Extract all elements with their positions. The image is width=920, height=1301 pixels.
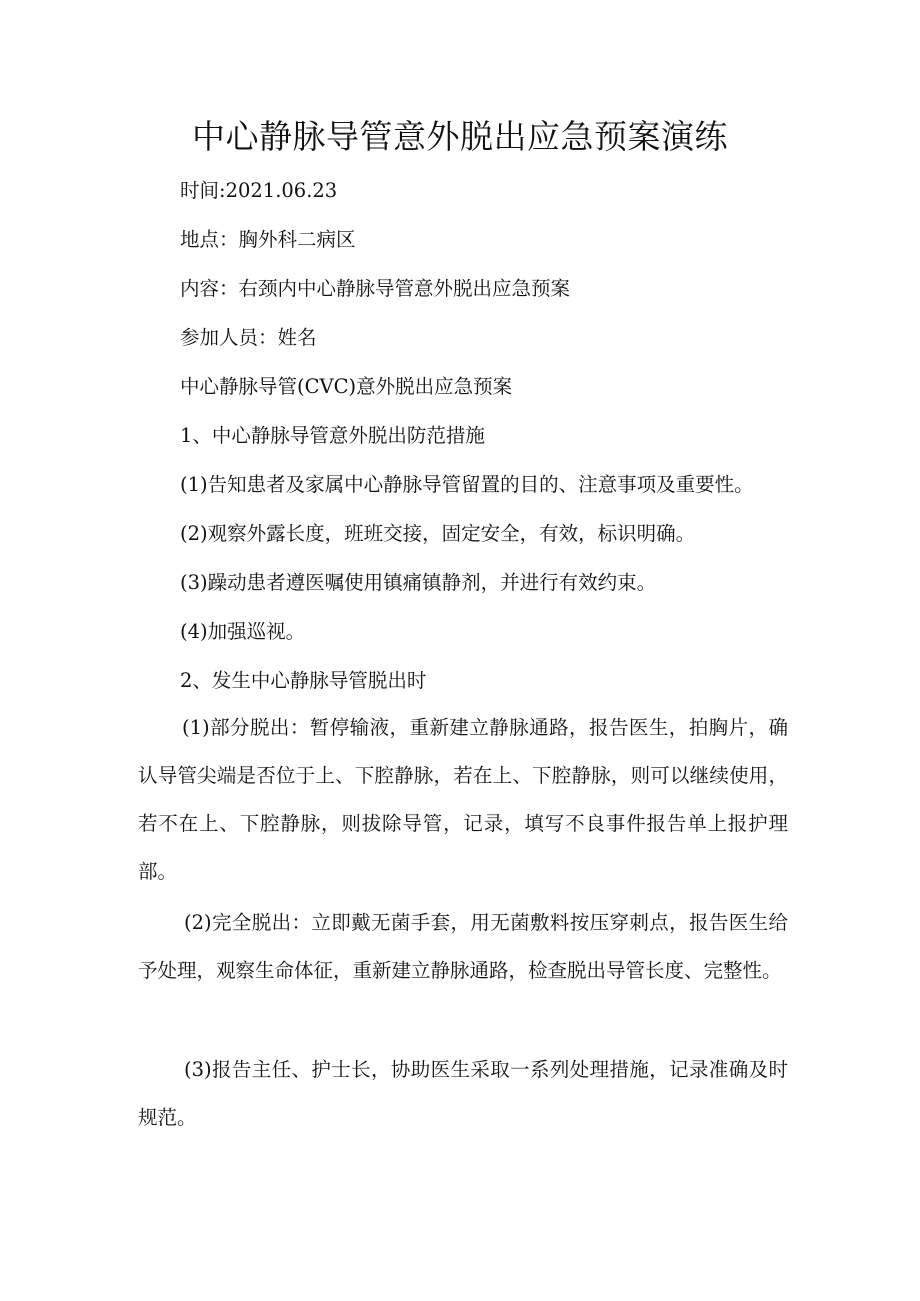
document-title: 中心静脉导管意外脱出应急预案演练 <box>192 117 728 156</box>
section1-item-4: (4)加强巡视。 <box>180 620 306 643</box>
section2-paragraph-1: (1)部分脱出：暂停输液，重新建立静脉通路，报告医生，拍胸片，确认导管尖端是否位于上、下腔静脉，若在上、下腔静脉，则可以继续使用，若不在上、下腔静脉，则拔除导管，记录，填写不良事件报告单上报护理部。 <box>138 716 788 883</box>
meta-place: 地点：胸外科二病区 <box>180 228 356 251</box>
section1-item-3: (3)躁动患者遵医嘱使用镇痛镇静剂，并进行有效约束。 <box>180 571 657 594</box>
section2-paragraph-3: (3)报告主任、护士长，协助医生采取一系列处理措施，记录准确及时规范。 <box>138 1058 788 1129</box>
meta-content: 内容：右颈内中心静脉导管意外脱出应急预案 <box>180 277 571 300</box>
section2-heading: 2、发生中心静脉导管脱出时 <box>180 669 427 692</box>
section1-item-2: (2)观察外露长度，班班交接，固定安全，有效，标识明确。 <box>180 522 696 545</box>
section2-paragraph-2: (2)完全脱出：立即戴无菌手套，用无菌敷料按压穿刺点，报告医生给予处理，观察生命体征，重新建立静脉通路，检查脱出导管长度、完整性。 <box>138 911 788 982</box>
meta-time: 时间:2021.06.23 <box>180 179 338 202</box>
section1-heading: 1、中心静脉导管意外脱出防范措施 <box>180 424 485 447</box>
meta-participants: 参加人员：姓名 <box>180 326 317 349</box>
plan-title: 中心静脉导管(CVC)意外脱出应急预案 <box>180 375 513 398</box>
section1-item-1: (1)告知患者及家属中心静脉导管留置的目的、注意事项及重要性。 <box>180 473 754 496</box>
